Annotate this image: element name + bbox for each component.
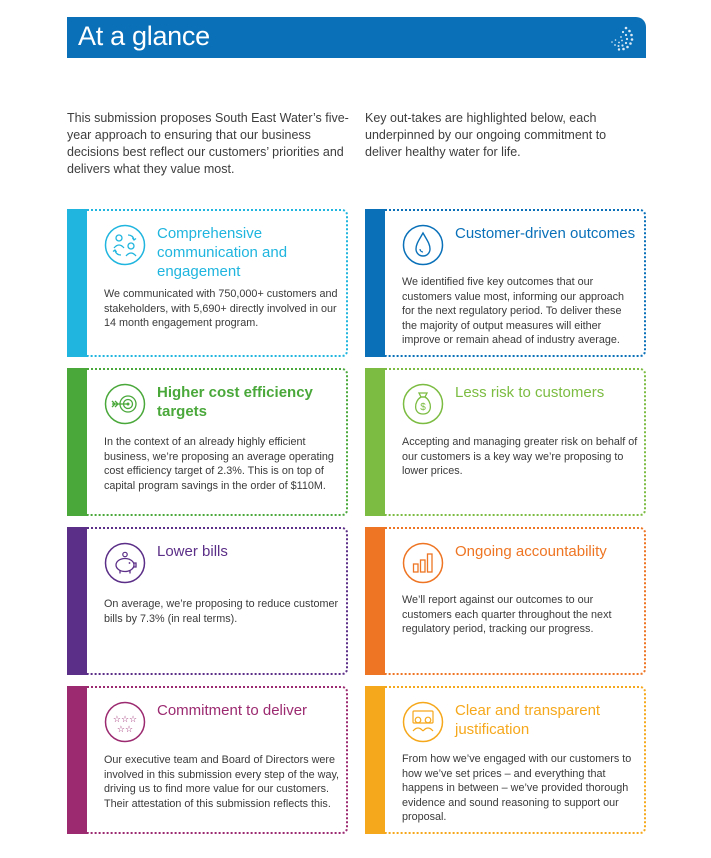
people-group-icon [402, 701, 444, 743]
card-body: In the context of an already highly efficient business, we’re proposing an average operating cost efficiency target of 2.3%. This is on top of capital program savings in the order of $110M. [104, 436, 334, 492]
money-bag-icon [402, 383, 444, 425]
header-banner [67, 17, 646, 58]
target-arrow-icon [104, 383, 146, 425]
card-outcomes [365, 209, 646, 357]
page-title: At a glance [78, 21, 210, 51]
card-justification [365, 686, 646, 834]
card-body: Our executive team and Board of Directors were involved in this submission every step of the way, driving us to find more value for our customers. Their attestation of this submission reflects this. [104, 754, 340, 810]
card-risk [365, 368, 646, 516]
intro-left: This submission proposes South East Water’s five-year approach to ensuring that our business decisions best reflect our customers’ priorities and delivers what they value most. [67, 110, 349, 176]
card-commitment [67, 686, 348, 834]
card-body: Accepting and managing greater risk on behalf of our customers is a key way we’re proposing to lower prices. [402, 436, 638, 477]
svg-text:$: $ [420, 402, 426, 413]
card-body: We’ll report against our outcomes to our customers each quarter throughout the next regulatory period, tracking our progress. [402, 594, 612, 635]
card-body: On average, we’re proposing to reduce customer bills by 7.3% (in real terms). [104, 598, 339, 625]
card-title: Customer-driven outcomes [455, 225, 636, 242]
card-body: From how we’ve engaged with our customers to how we’ve set prices – and everything that happens in between – we’ve provided thorough evidence and sound reasoning to support our proposal. [402, 753, 632, 823]
card-communication [67, 209, 348, 357]
card-title: Less risk to customers [455, 384, 605, 401]
svg-text:☆☆: ☆☆ [116, 725, 134, 735]
card-title: Lower bills [157, 543, 228, 560]
card-title: Ongoing accountability [455, 543, 607, 560]
card-title: Commitment to deliver [157, 702, 308, 719]
piggy-bank-icon [104, 542, 146, 584]
intro-right: Key out-takes are highlighted below, each underpinned by our ongoing commitment to deliver healthy water for life. [365, 110, 607, 159]
stars-icon [104, 701, 146, 743]
card-efficiency [67, 368, 348, 516]
water-drop-icon [402, 224, 444, 266]
card-accountability [365, 527, 646, 675]
card-title: Higher cost efficiency targets [157, 384, 313, 420]
svg-text:☆☆☆: ☆☆☆ [112, 715, 138, 725]
card-body: We identified five key outcomes that our customers value most, informing our approach for the next regulatory period. To deliver these the majority of output measures will either improve or remain ahead of industry average. [402, 276, 625, 346]
card-body: We communicated with 750,000+ customers and stakeholders, with 5,690+ directly involved in our 14 month engagement program. [104, 288, 338, 329]
people-exchange-icon [104, 224, 146, 266]
bar-chart-icon [402, 542, 444, 584]
logo-icon [604, 24, 634, 51]
card-title: Clear and transparent justification [455, 702, 601, 738]
card-lower-bills [67, 527, 348, 675]
card-title: Comprehensive communication and engagement [157, 225, 288, 280]
